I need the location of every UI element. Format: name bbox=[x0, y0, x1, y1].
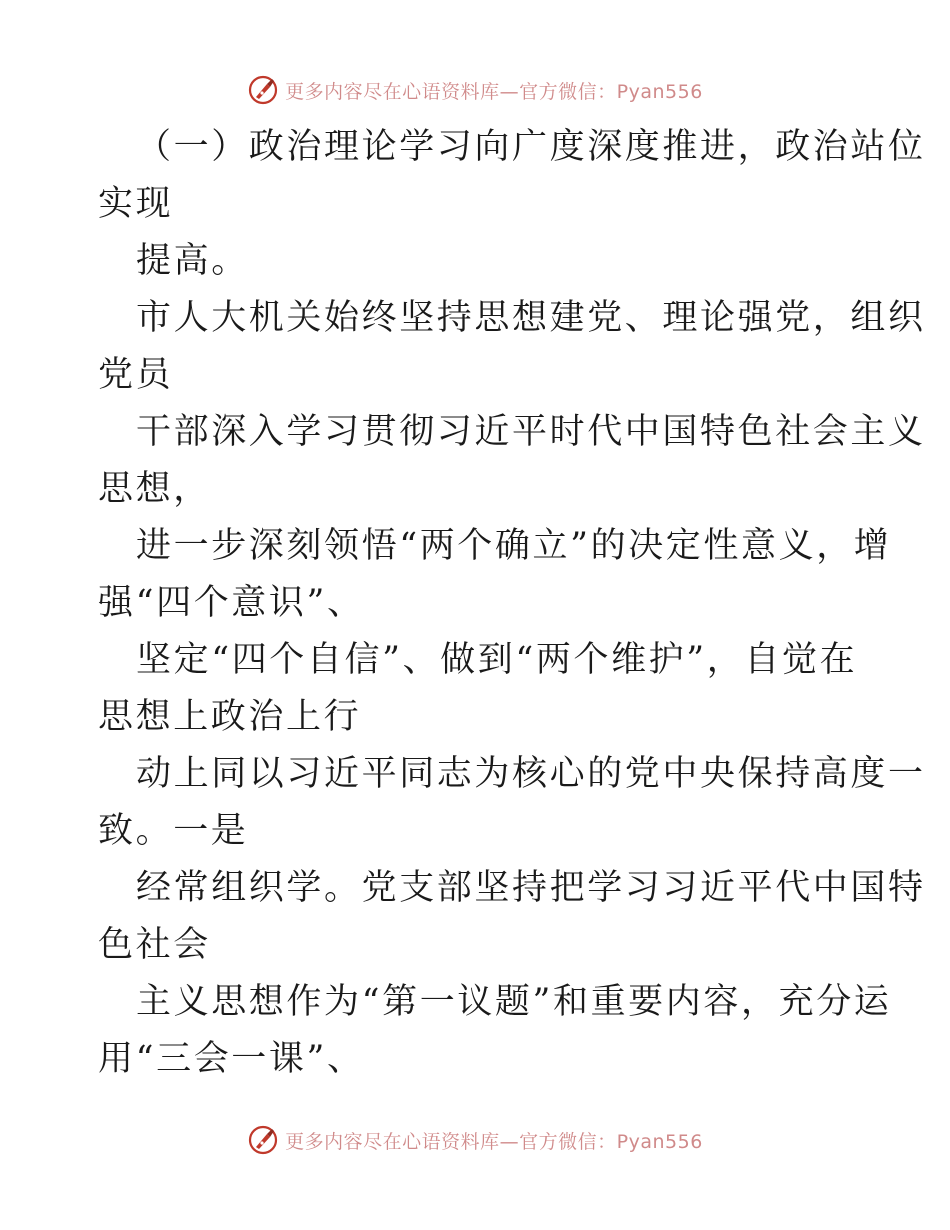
text-line: 色社会 bbox=[98, 925, 211, 965]
text-line: 思想， bbox=[98, 469, 211, 509]
text-line: 市人大机关始终坚持思想建党、理论强党，组织 bbox=[136, 298, 926, 338]
text-line: 强“四个意识”、 bbox=[98, 583, 365, 623]
pen-nib-logo-icon bbox=[247, 74, 279, 106]
document-body bbox=[98, 119, 926, 1088]
text-line: （一）政治理论学习向广度深度推进，政治站位 bbox=[136, 127, 926, 167]
text-line: 致。一是 bbox=[98, 811, 249, 851]
text-line: 党员 bbox=[98, 355, 174, 395]
text-line: 坚定“四个自信”、做到“两个维护”，自觉在 bbox=[136, 640, 858, 680]
text-line: 经常组织学。党支部坚持把学习习近平代中国特 bbox=[136, 868, 926, 908]
pen-nib-logo-icon bbox=[247, 1124, 279, 1156]
text-line: 进一步深刻领悟“两个确立”的决定性意义，增 bbox=[136, 526, 892, 566]
watermark-text: 更多内容尽在心语资料库—官方微信：Pyan556 bbox=[285, 1130, 703, 1153]
text-line: 思想上政治上行 bbox=[98, 697, 362, 737]
text-line: 实现 bbox=[98, 184, 174, 224]
watermark-group bbox=[247, 74, 703, 106]
text-line: 用“三会一课”、 bbox=[98, 1039, 365, 1079]
text-line: 动上同以习近平同志为核心的党中央保持高度一 bbox=[136, 754, 926, 794]
text-line: 提高。 bbox=[136, 241, 249, 281]
watermark-text: 更多内容尽在心语资料库—官方微信：Pyan556 bbox=[285, 80, 703, 103]
watermark-group bbox=[247, 1124, 703, 1156]
text-line: 干部深入学习贯彻习近平时代中国特色社会主义 bbox=[136, 412, 926, 452]
text-line: 主义思想作为“第一议题”和重要内容，充分运 bbox=[136, 982, 892, 1022]
header-watermark-banner bbox=[0, 70, 950, 110]
footer-watermark-banner bbox=[0, 1120, 950, 1160]
